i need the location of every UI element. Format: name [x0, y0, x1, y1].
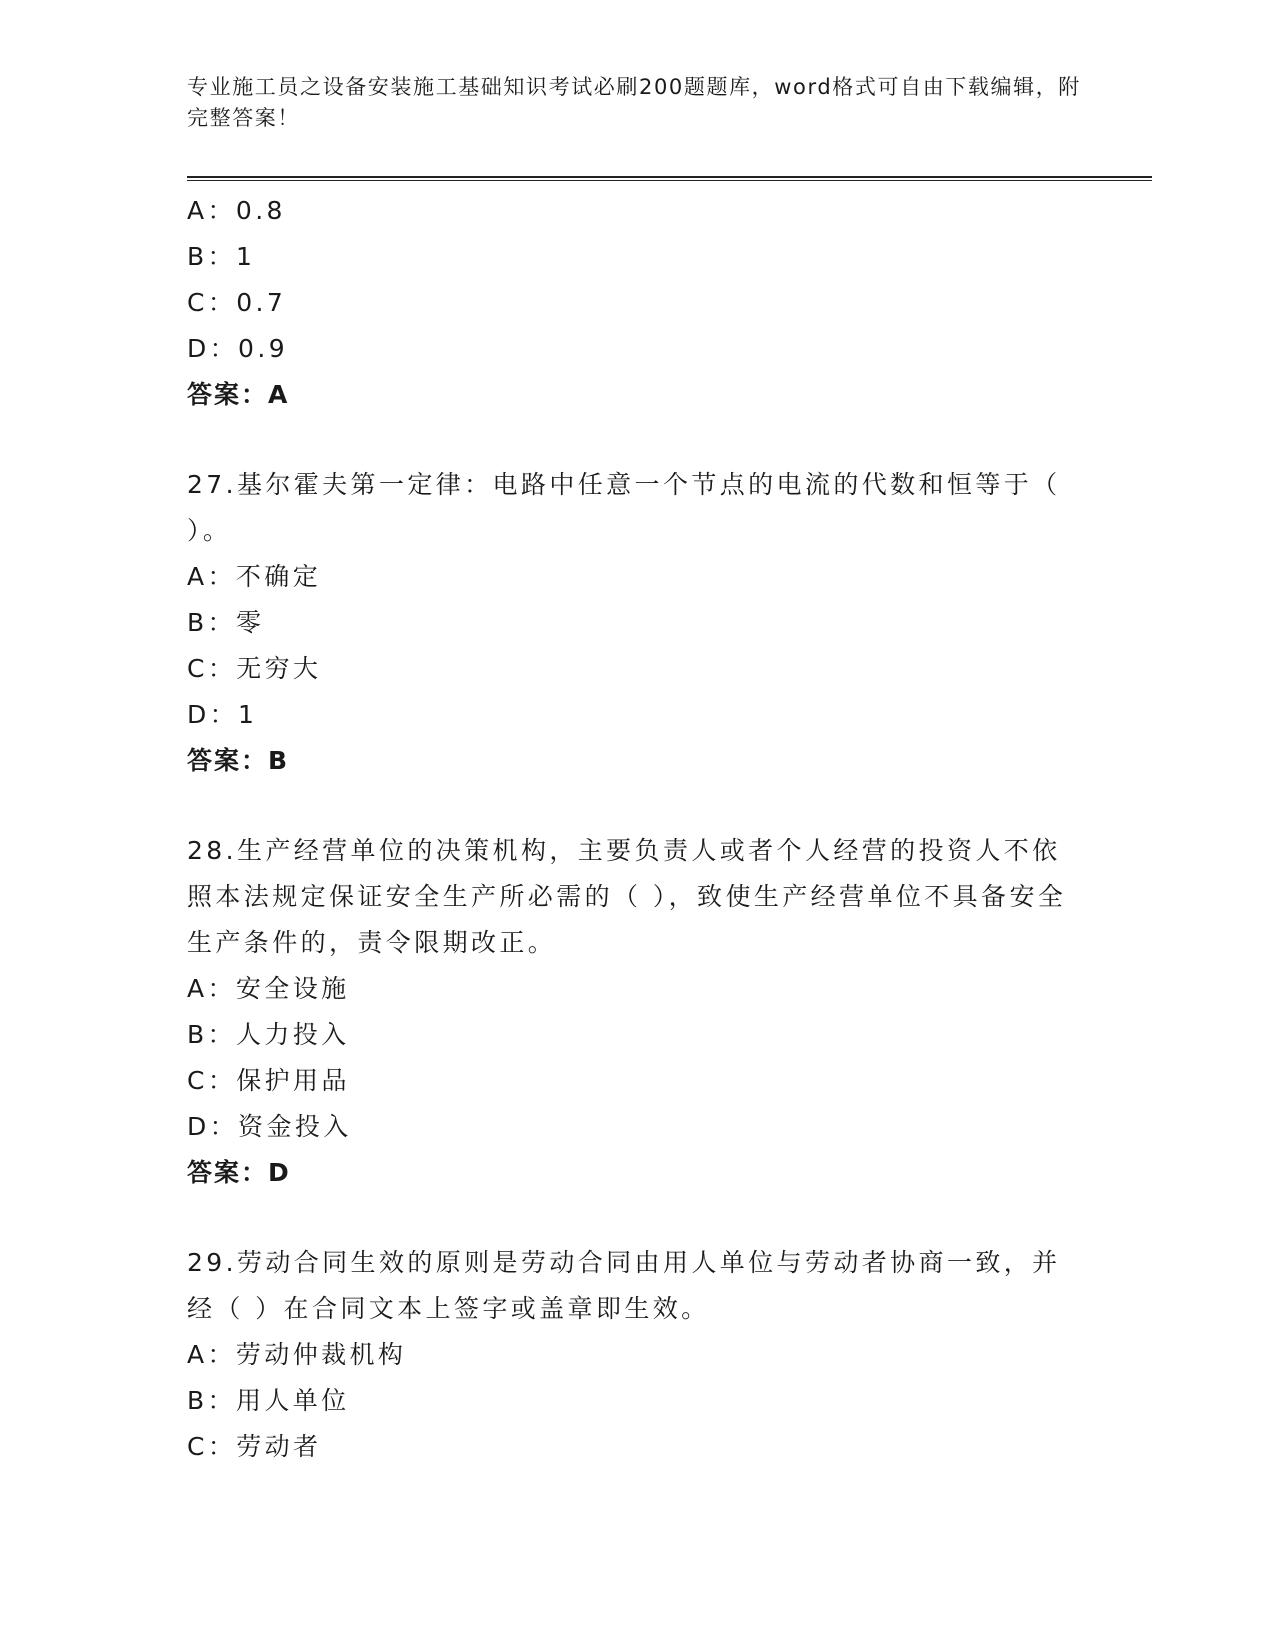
option-c: C：无穷大	[187, 654, 322, 683]
option-d: D：1	[187, 700, 258, 729]
spacer	[187, 784, 1067, 828]
option-a: A：不确定	[187, 562, 322, 591]
answer-label: 答案：A	[187, 380, 290, 409]
question-28	[187, 828, 1067, 1196]
question-27	[187, 462, 1067, 784]
answer-label: 答案：B	[187, 746, 290, 775]
spacer	[187, 418, 1067, 462]
question-stem: 29.劳动合同生效的原则是劳动合同由用人单位与劳动者协商一致，并经（ ）在合同文本上签字或盖章即生效。	[187, 1248, 1061, 1323]
option-c: C：0.7	[187, 288, 287, 317]
option-d: D：0.9	[187, 334, 289, 363]
answer-label: 答案：D	[187, 1158, 291, 1187]
option-a: A：安全设施	[187, 974, 350, 1003]
option-b: B：用人单位	[187, 1386, 350, 1415]
question-stem: 28.生产经营单位的决策机构，主要负责人或者个人经营的投资人不依照本法规定保证安全生产所必需的（ ），致使生产经营单位不具备安全生产条件的，责令限期改正。	[187, 836, 1067, 957]
option-b: B：1	[187, 242, 256, 271]
question-26	[187, 188, 1067, 418]
header-divider	[187, 176, 1152, 181]
spacer	[187, 1196, 1067, 1240]
option-b: B：零	[187, 608, 265, 637]
option-a: A：劳动仲裁机构	[187, 1340, 407, 1369]
option-c: C：保护用品	[187, 1066, 350, 1095]
option-a: A：0.8	[187, 196, 286, 225]
document-title: 专业施工员之设备安装施工基础知识考试必刷200题题库，word格式可自由下载编辑，附完整答案！	[187, 75, 1081, 130]
option-d: D：资金投入	[187, 1112, 352, 1141]
question-list	[187, 188, 1067, 1470]
question-stem: 27.基尔霍夫第一定律：电路中任意一个节点的电流的代数和恒等于（ ）。	[187, 470, 1061, 545]
option-b: B：人力投入	[187, 1020, 350, 1049]
option-c: C：劳动者	[187, 1432, 322, 1461]
question-29	[187, 1240, 1067, 1470]
